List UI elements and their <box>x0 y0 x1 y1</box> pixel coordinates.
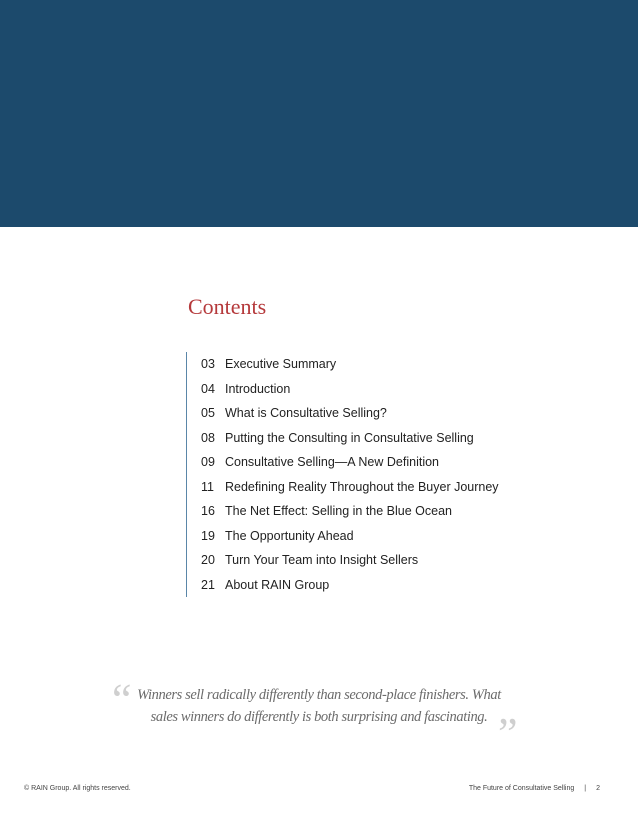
quote-line: sales winners do differently is both surprising and fascinating. <box>150 709 488 725</box>
quote-line: Winners sell radically differently than second-place finishers. What <box>137 687 501 703</box>
close-quote-icon: ” <box>498 709 518 758</box>
toc-page-number: 20 <box>201 553 215 567</box>
footer-page-number: 2 <box>596 785 600 792</box>
toc-page-number: 21 <box>201 577 215 592</box>
toc-label: What is Consultative Selling? <box>225 406 387 420</box>
toc-page-number: 11 <box>201 479 214 494</box>
table-of-contents <box>186 352 499 597</box>
footer-separator: | <box>584 785 587 792</box>
open-quote-icon: “ <box>112 675 132 724</box>
toc-item[interactable] <box>201 426 499 451</box>
toc-item[interactable] <box>201 524 499 549</box>
toc-page-number: 16 <box>201 504 215 518</box>
toc-item[interactable] <box>201 475 499 500</box>
toc-item[interactable] <box>201 377 499 402</box>
header-banner <box>0 0 638 227</box>
footer-copyright: © RAIN Group. All rights reserved. <box>24 785 131 792</box>
footer-doc-title: The Future of Consultative Selling <box>468 785 575 792</box>
toc-label: Turn Your Team into Insight Sellers <box>225 553 419 567</box>
toc-label: The Opportunity Ahead <box>225 528 354 543</box>
toc-page-number: 05 <box>201 406 215 420</box>
toc-page-number: 03 <box>201 357 215 371</box>
toc-page-number: 08 <box>201 430 215 445</box>
toc-label: The Net Effect: Selling in the Blue Ocean <box>225 504 452 518</box>
toc-page-number: 19 <box>201 528 215 543</box>
toc-item[interactable] <box>201 499 499 524</box>
toc-item[interactable] <box>201 548 499 573</box>
toc-page-number: 04 <box>201 381 215 396</box>
toc-label: Putting the Consulting in Consultative Selling <box>225 430 474 445</box>
toc-label: Executive Summary <box>225 357 337 371</box>
toc-label: About RAIN Group <box>225 577 330 592</box>
toc-item[interactable] <box>201 573 499 598</box>
toc-item[interactable] <box>201 450 499 475</box>
toc-label: Consultative Selling—A New Definition <box>225 455 439 469</box>
pull-quote <box>0 684 638 728</box>
toc-item[interactable] <box>201 401 499 426</box>
toc-label: Redefining Reality Throughout the Buyer Journey <box>225 479 499 494</box>
footer-right <box>469 785 600 792</box>
toc-item[interactable] <box>201 352 499 377</box>
toc-label: Introduction <box>225 381 291 396</box>
toc-page-number: 09 <box>201 455 215 469</box>
contents-title: Contents <box>188 294 267 319</box>
